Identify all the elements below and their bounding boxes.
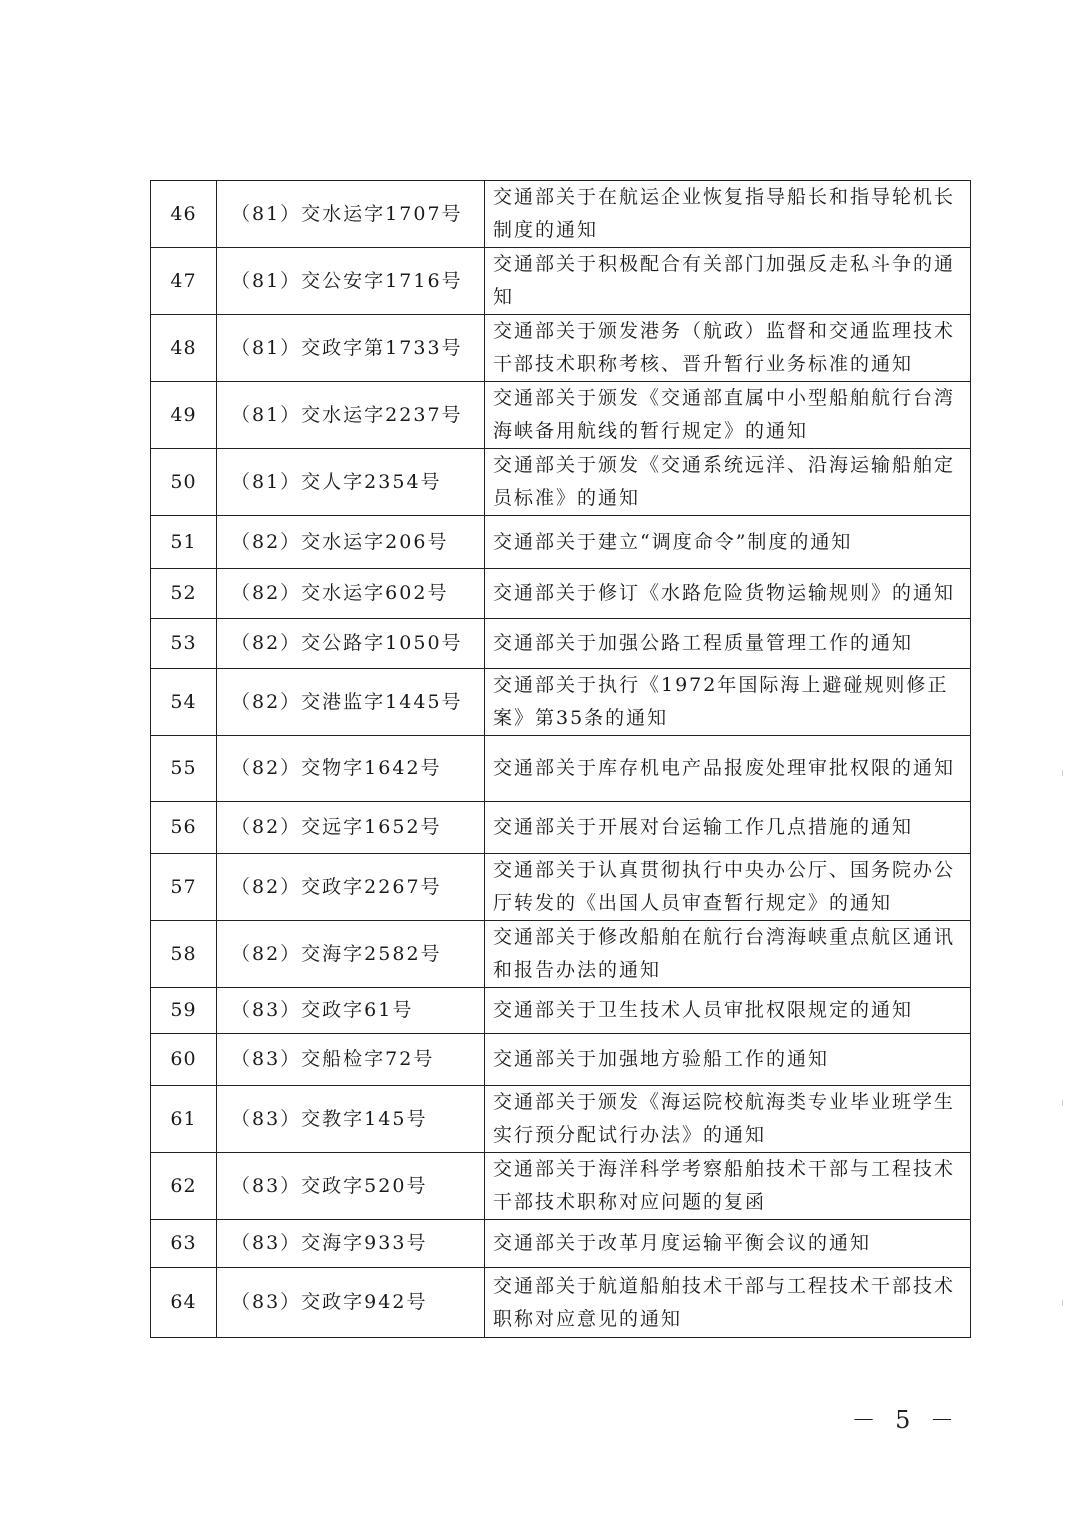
document-number: （82）交远字1652号 [217, 802, 485, 854]
table-row [151, 1086, 971, 1153]
table-row [151, 988, 971, 1034]
document-title: 交通部关于海洋科学考察船舶技术干部与工程技术干部技术职称对应问题的复函 [485, 1153, 971, 1220]
table-row [151, 181, 971, 248]
document-number: （82）交物字1642号 [217, 736, 485, 802]
document-title: 交通部关于认真贯彻执行中央办公厅、国务院办公厅转发的《出国人员审查暂行规定》的通知 [485, 854, 971, 921]
row-number: 52 [151, 569, 217, 619]
document-number: （83）交政字520号 [217, 1153, 485, 1220]
row-number: 47 [151, 248, 217, 315]
document-number: （83）交海字933号 [217, 1220, 485, 1268]
row-number: 51 [151, 516, 217, 569]
scan-edge-mark [1062, 1300, 1063, 1306]
document-number: （83）交教字145号 [217, 1086, 485, 1153]
document-number: （82）交政字2267号 [217, 854, 485, 921]
table-row [151, 619, 971, 669]
document-table [150, 180, 971, 1338]
table-row [151, 248, 971, 315]
table-row [151, 569, 971, 619]
row-number: 54 [151, 669, 217, 736]
document-title: 交通部关于卫生技术人员审批权限规定的通知 [485, 988, 971, 1034]
row-number: 48 [151, 315, 217, 382]
document-title: 交通部关于修改船舶在航行台湾海峡重点航区通讯和报告办法的通知 [485, 921, 971, 988]
table-row [151, 516, 971, 569]
document-number: （83）交船检字72号 [217, 1034, 485, 1086]
row-number: 64 [151, 1268, 217, 1338]
document-number: （82）交水运字602号 [217, 569, 485, 619]
page-number: － 5 － [851, 1406, 960, 1434]
row-number: 58 [151, 921, 217, 988]
table-row [151, 1034, 971, 1086]
document-number: （82）交公路字1050号 [217, 619, 485, 669]
row-number: 50 [151, 449, 217, 516]
document-title: 交通部关于颁发《交通系统远洋、沿海运输船舶定员标准》的通知 [485, 449, 971, 516]
document-title: 交通部关于加强公路工程质量管理工作的通知 [485, 619, 971, 669]
table-row [151, 449, 971, 516]
document-number: （81）交水运字1707号 [217, 181, 485, 248]
row-number: 59 [151, 988, 217, 1034]
table-row [151, 1268, 971, 1338]
document-number: （82）交水运字206号 [217, 516, 485, 569]
table-row [151, 315, 971, 382]
document-title: 交通部关于在航运企业恢复指导船长和指导轮机长制度的通知 [485, 181, 971, 248]
table-row [151, 802, 971, 854]
table-row [151, 382, 971, 449]
table-row [151, 669, 971, 736]
document-number: （81）交公安字1716号 [217, 248, 485, 315]
table-row [151, 921, 971, 988]
row-number: 55 [151, 736, 217, 802]
document-number: （82）交海字2582号 [217, 921, 485, 988]
row-number: 53 [151, 619, 217, 669]
document-number: （81）交人字2354号 [217, 449, 485, 516]
document-number: （83）交政字942号 [217, 1268, 485, 1338]
row-number: 49 [151, 382, 217, 449]
document-title: 交通部关于颁发港务（航政）监督和交通监理技术干部技术职称考核、晋升暂行业务标准的通知 [485, 315, 971, 382]
row-number: 57 [151, 854, 217, 921]
document-title: 交通部关于开展对台运输工作几点措施的通知 [485, 802, 971, 854]
scan-edge-mark [1062, 770, 1063, 776]
document-number: （82）交港监字1445号 [217, 669, 485, 736]
row-number: 60 [151, 1034, 217, 1086]
scan-edge-mark [1062, 1100, 1063, 1106]
document-number: （81）交水运字2237号 [217, 382, 485, 449]
document-title: 交通部关于颁发《海运院校航海类专业毕业班学生实行预分配试行办法》的通知 [485, 1086, 971, 1153]
document-number: （83）交政字61号 [217, 988, 485, 1034]
document-number: （81）交政字第1733号 [217, 315, 485, 382]
document-title: 交通部关于航道船舶技术干部与工程技术干部技术职称对应意见的通知 [485, 1268, 971, 1338]
table-row [151, 1220, 971, 1268]
document-title: 交通部关于改革月度运输平衡会议的通知 [485, 1220, 971, 1268]
document-title: 交通部关于加强地方验船工作的通知 [485, 1034, 971, 1086]
row-number: 63 [151, 1220, 217, 1268]
table-row [151, 736, 971, 802]
row-number: 62 [151, 1153, 217, 1220]
row-number: 56 [151, 802, 217, 854]
table-row [151, 854, 971, 921]
document-title: 交通部关于颁发《交通部直属中小型船舶航行台湾海峡备用航线的暂行规定》的通知 [485, 382, 971, 449]
row-number: 46 [151, 181, 217, 248]
document-title: 交通部关于建立“调度命令”制度的通知 [485, 516, 971, 569]
document-title: 交通部关于积极配合有关部门加强反走私斗争的通知 [485, 248, 971, 315]
table-row [151, 1153, 971, 1220]
document-title: 交通部关于修订《水路危险货物运输规则》的通知 [485, 569, 971, 619]
document-title: 交通部关于库存机电产品报废处理审批权限的通知 [485, 736, 971, 802]
row-number: 61 [151, 1086, 217, 1153]
document-title: 交通部关于执行《1972年国际海上避碰规则修正案》第35条的通知 [485, 669, 971, 736]
